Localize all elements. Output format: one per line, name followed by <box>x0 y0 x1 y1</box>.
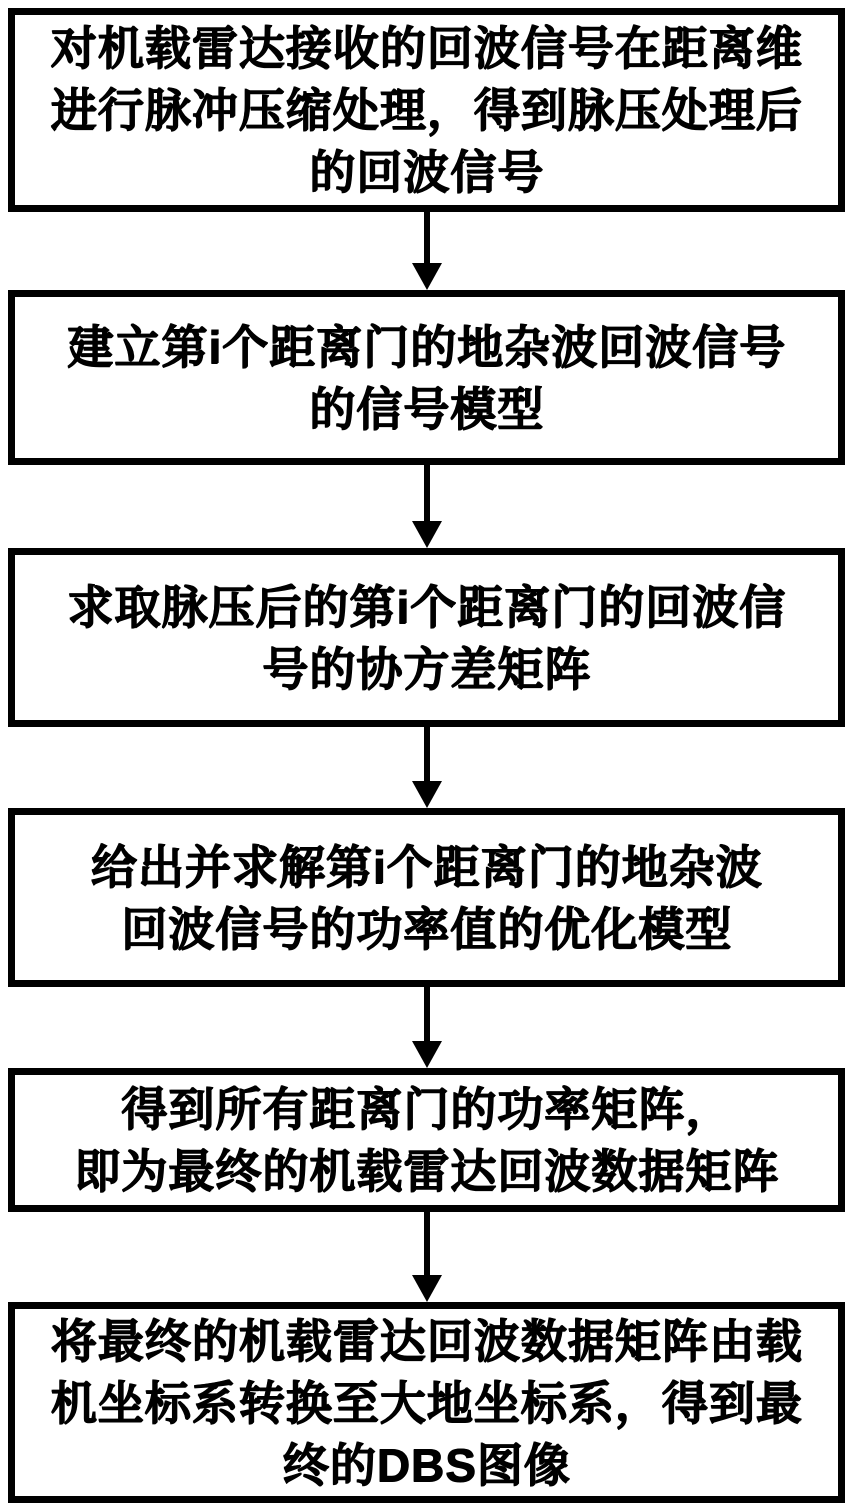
step-6-text-line: 终的DBS图像 <box>282 1438 571 1491</box>
step-5-text-line: 得到所有距离门的功率矩阵， <box>121 1083 732 1135</box>
arrow-head-icon <box>412 263 442 290</box>
arrow-head-icon <box>412 1275 442 1302</box>
down-arrow <box>412 1212 442 1302</box>
step-box-1 <box>8 8 845 212</box>
step-box-4 <box>8 808 845 987</box>
arrow-stem <box>424 212 430 263</box>
step-6-text-line: 将最终的机载雷达回波数据矩阵由载 <box>50 1314 803 1367</box>
down-arrow <box>412 987 442 1068</box>
arrow-stem <box>424 727 430 781</box>
step-2-text-line: 的信号模型 <box>309 382 544 435</box>
arrow-head-icon <box>412 521 442 548</box>
flowchart <box>8 0 845 1503</box>
down-arrow <box>412 727 442 808</box>
down-arrow <box>412 212 442 290</box>
step-box-2 <box>8 290 845 465</box>
arrow-head-icon <box>412 1041 442 1068</box>
step-2-text-line: 建立第i个距离门的地杂波回波信号 <box>67 320 786 373</box>
step-4-text-line: 给出并求解第i个距离门的地杂波 <box>90 840 763 893</box>
step-box-3 <box>8 548 845 727</box>
step-1-text-line: 对机载雷达接收的回波信号在距离维 <box>50 22 803 74</box>
step-3-text-line: 求取脉压后的第i个距离门的回波信 <box>67 580 786 633</box>
step-6-text-line: 机坐标系转换至大地坐标系，得到最 <box>50 1376 803 1429</box>
arrow-stem <box>424 987 430 1041</box>
arrow-stem <box>424 465 430 521</box>
step-box-6 <box>8 1302 845 1503</box>
step-4-text-line: 回波信号的功率值的优化模型 <box>121 902 732 955</box>
step-3-text-line: 号的协方差矩阵 <box>262 642 591 695</box>
step-box-5 <box>8 1068 845 1212</box>
arrow-head-icon <box>412 781 442 808</box>
down-arrow <box>412 465 442 548</box>
step-1-text-line: 进行脉冲压缩处理，得到脉压处理后 <box>50 84 803 136</box>
step-5-text-line: 即为最终的机载雷达回波数据矩阵 <box>74 1145 779 1197</box>
arrow-stem <box>424 1212 430 1275</box>
step-1-text-line: 的回波信号 <box>309 146 544 198</box>
